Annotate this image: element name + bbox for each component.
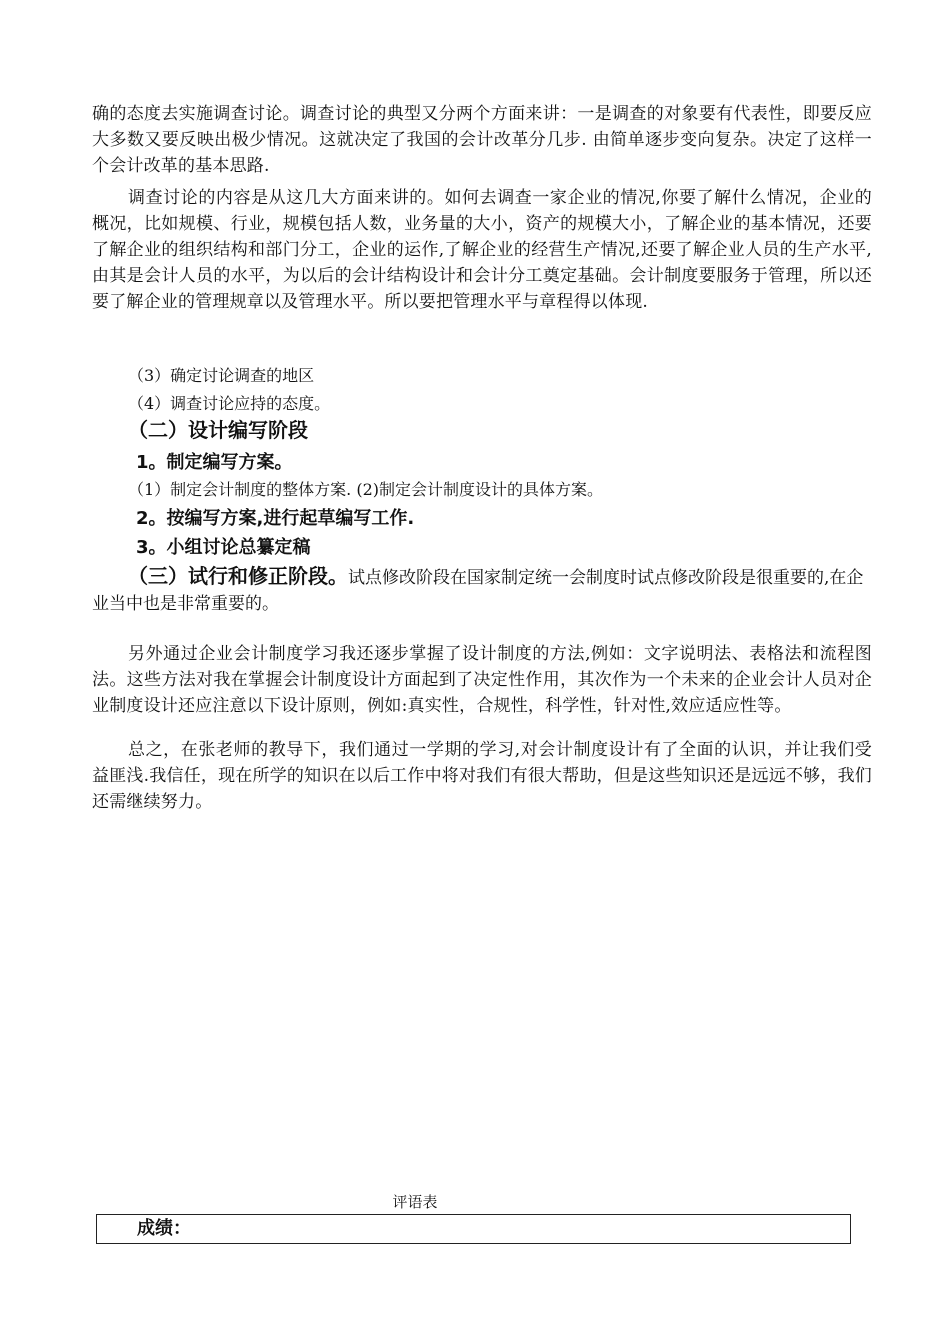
- subheading-finalize: 3。小组讨论总纂定稿: [136, 537, 311, 558]
- section-trial-text: 试点修改阶段在国家制定统一会制度时试点修改阶段是很重要的,在企业当中也是非常重要的。: [92, 568, 864, 614]
- paragraph-conclusion: 总之，在张老师的教导下，我们通过一学期的学习,对会计制度设计有了全面的认识，并让我们受益匪浅.我信任，现在所学的知识在以后工作中将对我们有很大帮助，但是这些知识还是远远不够，我们还需继续努力。: [92, 740, 872, 812]
- subheading-plan: 1。制定编写方案。: [136, 452, 293, 473]
- subheading-drafting: 2。按编写方案,进行起草编写工作.: [136, 508, 415, 529]
- list-item-plan-detail: （1）制定会计制度的整体方案. (2)制定会计制度设计的具体方案。: [128, 480, 604, 499]
- evaluation-table-caption: 评语表: [392, 1193, 438, 1211]
- grade-table: [96, 1214, 851, 1244]
- paragraph-survey-attitude: 确的态度去实施调查讨论。调查讨论的典型又分两个方面来讲：一是调查的对象要有代表性，即要反应大多数又要反映出极少情况。这就决定了我国的会计改革分几步. 由简单逐步变向复杂。决定了这样一个会计改革的基本思路.: [92, 104, 872, 176]
- section-trial-revision: [92, 563, 872, 617]
- paragraph-survey-content: 调查讨论的内容是从这几大方面来讲的。如何去调查一家企业的情况,你要了解什么情况，企业的概况，比如规模、行业，规模包括人数，业务量的大小，资产的规模大小，了解企业的基本情况，还要了解企业的组织结构和部门分工，企业的运作,了解企业的经营生产情况,还要了解企业人员的生产水平,由其是会计人员的水平，为以后的会计结构设计和会计分工奠定基础。会计制度要服务于管理，所以还要了解企业的管理规章以及管理水平。所以要把管理水平与章程得以体现.: [92, 188, 872, 312]
- section-heading-trial: （三）试行和修正阶段。: [128, 564, 348, 588]
- list-item-survey-region: （3）确定讨论调查的地区: [128, 366, 315, 385]
- section-heading-design: （二）设计编写阶段: [128, 418, 308, 442]
- grade-label: 成绩：: [137, 1218, 191, 1239]
- list-item-survey-attitude: （4）调查讨论应持的态度。: [128, 394, 331, 413]
- paragraph-methods: 另外通过企业会计制度学习我还逐步掌握了设计制度的方法,例如：文字说明法、表格法和流程图法。这些方法对我在掌握会计制度设计方面起到了决定性作用，其次作为一个未来的企业会计人员对企业制度设计还应注意以下设计原则，例如:真实性，合规性，科学性，针对性,效应适应性等。: [92, 644, 872, 716]
